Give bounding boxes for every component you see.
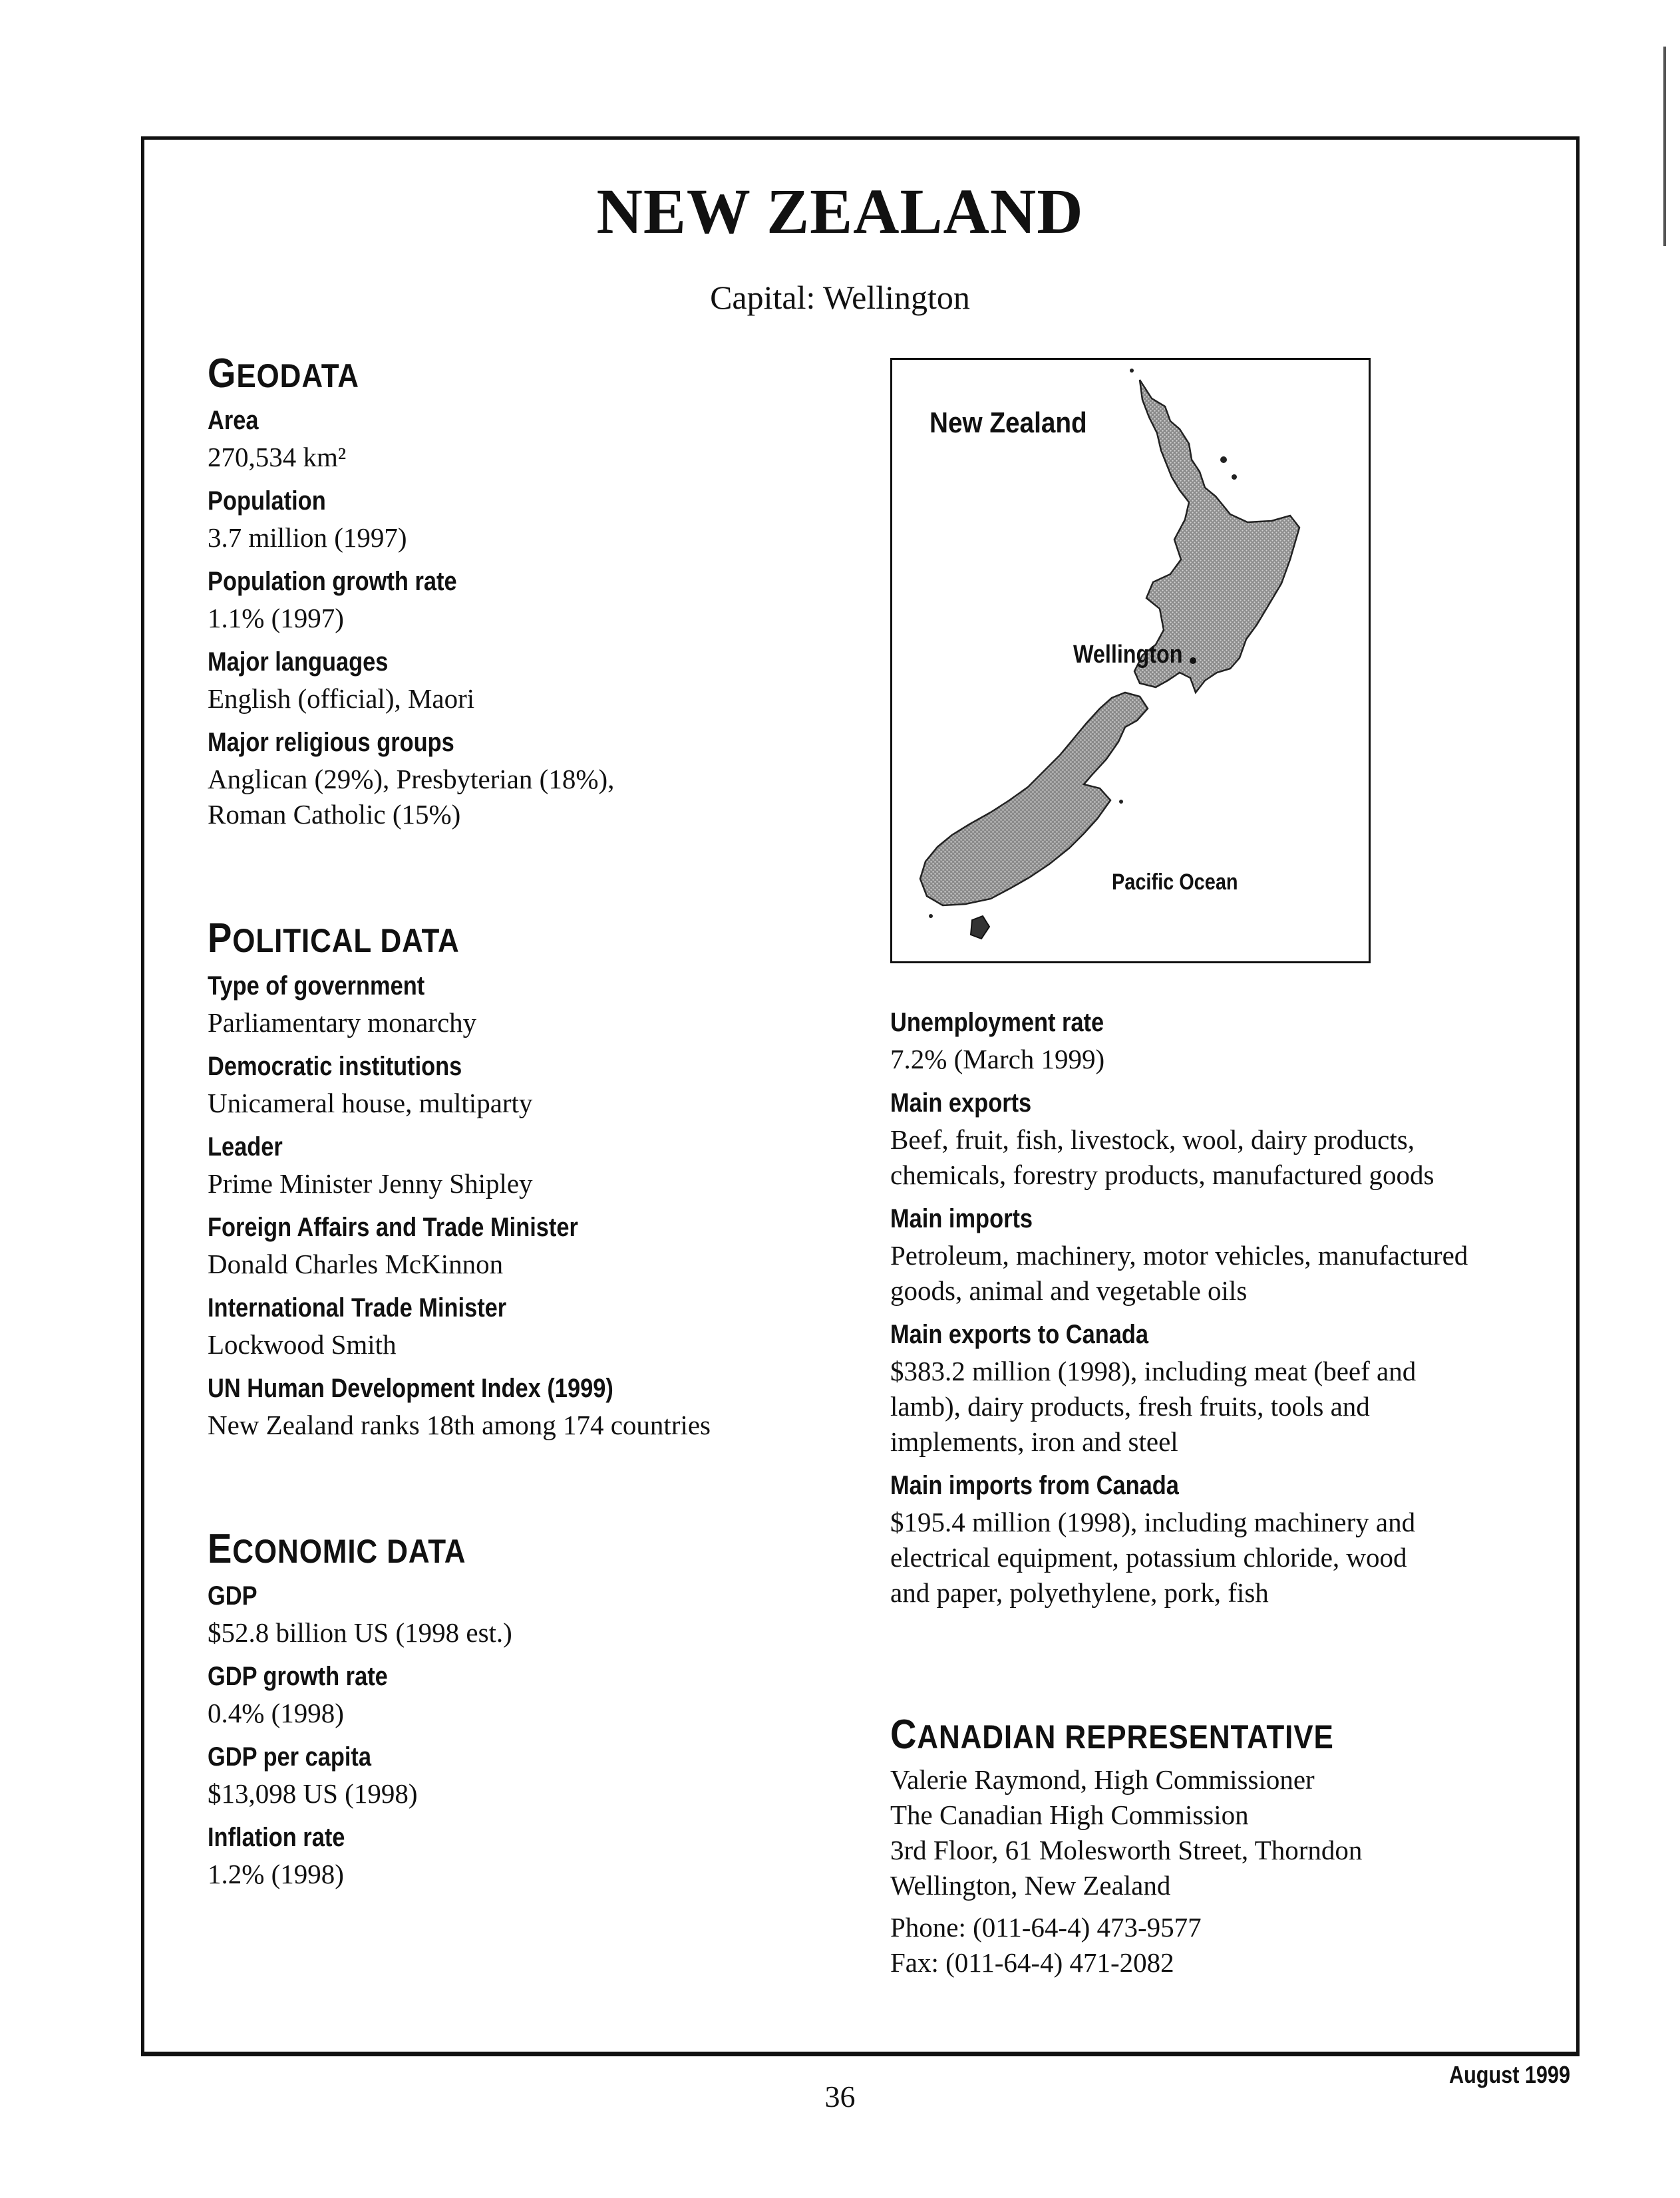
stewart-island-shape [971, 916, 989, 939]
field-label: Main imports from Canada [890, 1471, 1179, 1500]
field-leader [208, 1128, 806, 1201]
field-democratic-institutions [208, 1047, 806, 1121]
field-exports-to-canada [890, 1315, 1556, 1460]
field-value: New Zealand ranks 18th among 174 countries [208, 1409, 711, 1440]
island-dot [929, 914, 933, 918]
field-label: GDP per capita [208, 1742, 372, 1772]
representative-address-line1: 3rd Floor, 61 Molesworth Street, Thorndon [890, 1835, 1363, 1866]
field-value: $383.2 million (1998), including meat (beef and lamb), dairy products, fresh fruits, tools and implements, iron and steel [890, 1356, 1417, 1457]
map-ocean-label: Pacific Ocean [1112, 869, 1238, 895]
field-value: Parliamentary monarchy [208, 1007, 477, 1038]
island-dot [1220, 456, 1227, 463]
representative-name: Valerie Raymond, High Commissioner [890, 1764, 1315, 1796]
field-value: Unicameral house, multiparty [208, 1087, 533, 1118]
page-date: August 1999 [1449, 2061, 1570, 2088]
field-label: Population [208, 486, 326, 516]
economic-data-heading: ECONOMIC DATA [208, 1525, 466, 1572]
field-gdp-growth [208, 1657, 806, 1731]
field-main-imports [890, 1199, 1556, 1309]
field-population-growth [208, 562, 806, 636]
field-imports-from-canada [890, 1466, 1556, 1611]
field-value: 1.2% (1998) [208, 1858, 344, 1889]
island-dot [1119, 800, 1123, 804]
right-column [890, 1003, 1556, 1611]
field-value: $52.8 billion US (1998 est.) [208, 1617, 512, 1648]
canadian-representative-heading: CANADIAN REPRESENTATIVE [890, 1712, 1334, 1758]
field-gdp [208, 1577, 806, 1650]
map-title: New Zealand [929, 406, 1087, 439]
wellington-marker [1190, 657, 1196, 664]
field-label: GDP growth rate [208, 1661, 388, 1691]
field-label: Democratic institutions [208, 1051, 462, 1081]
field-foreign-affairs-minister [208, 1208, 806, 1282]
field-label: Unemployment rate [890, 1008, 1104, 1037]
field-value: Petroleum, machinery, motor vehicles, manufactured goods, animal and vegetable oils [890, 1240, 1468, 1306]
representative-address-line2: Wellington, New Zealand [890, 1870, 1171, 1901]
field-value: Lockwood Smith [208, 1329, 397, 1360]
field-government-type [208, 967, 806, 1040]
field-value: Anglican (29%), Presbyterian (18%), Roman Catholic (15%) [208, 764, 615, 830]
field-label: Main imports [890, 1204, 1033, 1233]
field-label: Major religious groups [208, 728, 454, 758]
page-title: NEW ZEALAND [596, 176, 1084, 247]
geodata-heading: GEODATA [208, 351, 359, 396]
field-main-exports [890, 1084, 1556, 1193]
field-label: Main exports [890, 1088, 1032, 1118]
field-trade-minister [208, 1289, 806, 1362]
field-gdp-per-capita [208, 1738, 806, 1811]
capital-subtitle: Capital: Wellington [710, 279, 970, 316]
field-population [208, 482, 806, 555]
island-dot [1232, 474, 1237, 480]
island-dot [1130, 369, 1134, 373]
left-column [208, 350, 806, 1892]
field-value: Beef, fruit, fish, livestock, wool, dairy products, chemicals, forestry products, manufactured goods [890, 1124, 1434, 1190]
field-languages [208, 643, 806, 716]
field-area [208, 401, 806, 475]
field-label: Major languages [208, 647, 389, 677]
field-religious-groups [208, 723, 806, 832]
field-label: Area [208, 406, 259, 436]
representative-office: The Canadian High Commission [890, 1800, 1249, 1831]
field-unemployment [890, 1003, 1556, 1077]
representative-fax: Fax: (011-64-4) 471-2082 [890, 1947, 1174, 1978]
field-value: Prime Minister Jenny Shipley [208, 1168, 533, 1199]
field-value: $13,098 US (1998) [208, 1778, 418, 1809]
field-value: 0.4% (1998) [208, 1697, 344, 1728]
field-label: Inflation rate [208, 1822, 345, 1852]
map-city-label: Wellington [1073, 641, 1183, 669]
field-label: Leader [208, 1132, 283, 1162]
field-label: UN Human Development Index (1999) [208, 1373, 613, 1403]
field-value: English (official), Maori [208, 683, 475, 714]
field-label: GDP [208, 1581, 257, 1611]
political-data-heading: POLITICAL DATA [208, 915, 460, 962]
field-value: 1.1% (1997) [208, 603, 344, 634]
new-zealand-map [890, 358, 1371, 963]
field-value: 270,534 km² [208, 442, 347, 473]
field-label: International Trade Minister [208, 1293, 507, 1323]
field-label: Main exports to Canada [890, 1320, 1149, 1349]
field-value: Donald Charles McKinnon [208, 1248, 504, 1279]
field-label: Type of government [208, 971, 425, 1001]
canadian-representative [890, 1711, 1556, 1980]
field-value: 7.2% (March 1999) [890, 1044, 1105, 1074]
representative-phone: Phone: (011-64-4) 473-9577 [890, 1912, 1202, 1943]
field-label: Population growth rate [208, 567, 457, 597]
field-inflation [208, 1818, 806, 1892]
field-value: 3.7 million (1997) [208, 522, 407, 553]
field-value: $195.4 million (1998), including machinery and electrical equipment, potassium chloride, wood and paper, polyethylene, pork, fish [890, 1507, 1416, 1608]
field-label: Foreign Affairs and Trade Minister [208, 1212, 578, 1242]
field-hdi [208, 1369, 806, 1443]
page-number: 36 [824, 2080, 856, 2114]
